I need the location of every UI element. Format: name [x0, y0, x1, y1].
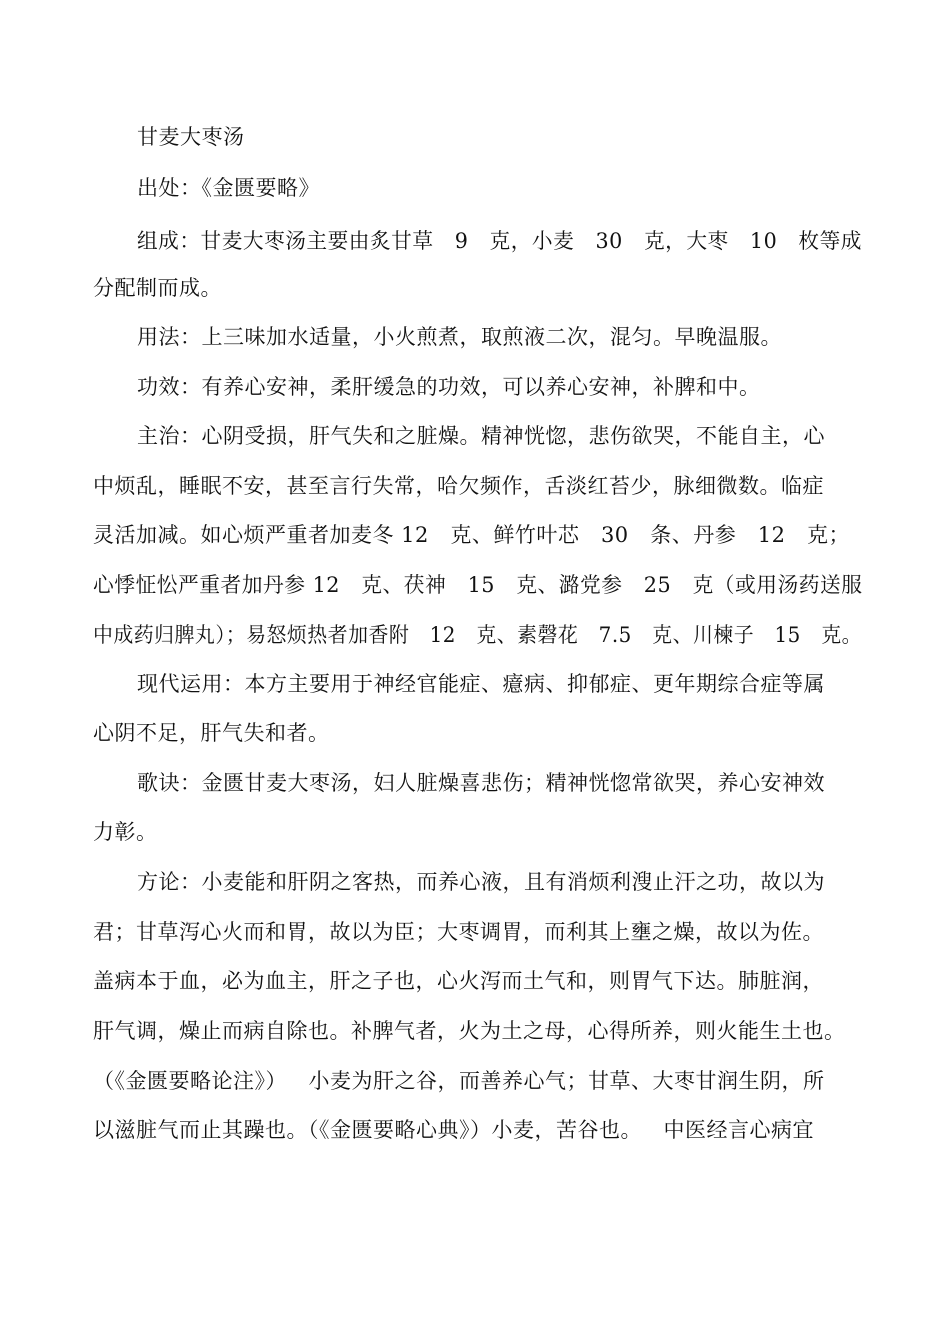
paragraph-line-verse: 歌诀：金匮甘麦大枣汤，妇人脏燥喜悲伤；精神恍惚常欲哭，养心安神效 — [137, 771, 825, 795]
paragraph-line-efficacy: 功效：有养心安神，柔肝缓急的功效，可以养心安神，补脾和中。 — [137, 375, 761, 399]
paragraph-line-indications-5: 中成药归脾丸）；易怒烦热者加香附 12 克、素磬花 7.5 克、川楝子 15 克。 — [93, 623, 862, 647]
paragraph-line-modern-use-2: 心阴不足，肝气失和者。 — [93, 721, 330, 745]
paragraph-line-source: 出处：《金匮要略》 — [137, 176, 320, 200]
paragraph-line-verse-2: 力彰。 — [93, 820, 158, 844]
paragraph-line-indications-3: 灵活加减。如心烦严重者加麦冬 12 克、鲜竹叶芯 30 条、丹参 12 克； — [93, 523, 850, 547]
paragraph-line-indications-2: 中烦乱，睡眠不安，甚至言行失常，哈欠频作，舌淡红苔少，脉细微数。临症 — [93, 474, 824, 498]
paragraph-line-composition-cont: 分配制而成。 — [93, 276, 222, 300]
paragraph-line-commentary-6: 以滋脏气而止其躁也。（《金匮要略心典》）小麦，苦谷也。 中医经言心病宜 — [93, 1118, 815, 1142]
paragraph-line-commentary-4: 肝气调，燥止而病自除也。补脾气者，火为土之母，心得所养，则火能生土也。 — [93, 1019, 846, 1043]
paragraph-line-commentary-2: 君；甘草泻心火而和胃，故以为臣；大枣调胃，而利其上壅之燥，故以为佐。 — [93, 920, 824, 944]
paragraph-line-indications: 主治：心阴受损，肝气失和之脏燥。精神恍惚，悲伤欲哭，不能自主，心 — [137, 424, 825, 448]
paragraph-line-indications-4: 心悸怔忪严重者加丹参 12 克、茯神 15 克、潞党参 25 克（或用汤药送服 — [93, 573, 863, 597]
paragraph-line-commentary-5: （《金匮要略论注》） 小麦为肝之谷，而善养心气；甘草、大枣甘润生阴，所 — [93, 1069, 825, 1093]
paragraph-line-composition: 组成：甘麦大枣汤主要由炙甘草 9 克，小麦 30 克，大枣 10 枚等成 — [137, 229, 862, 253]
document-title: 甘麦大枣汤 — [137, 125, 245, 149]
paragraph-line-modern-use: 现代运用：本方主要用于神经官能症、癔病、抑郁症、更年期综合症等属 — [137, 672, 825, 696]
paragraph-line-commentary-3: 盖病本于血，必为血主，肝之子也，心火泻而土气和，则胃气下达。肺脏润， — [93, 969, 824, 993]
paragraph-line-usage: 用法：上三味加水适量，小火煎煮，取煎液二次，混匀。早晚温服。 — [137, 325, 782, 349]
paragraph-line-commentary: 方论：小麦能和肝阴之客热，而养心液，且有消烦利溲止汗之功，故以为 — [137, 870, 825, 894]
